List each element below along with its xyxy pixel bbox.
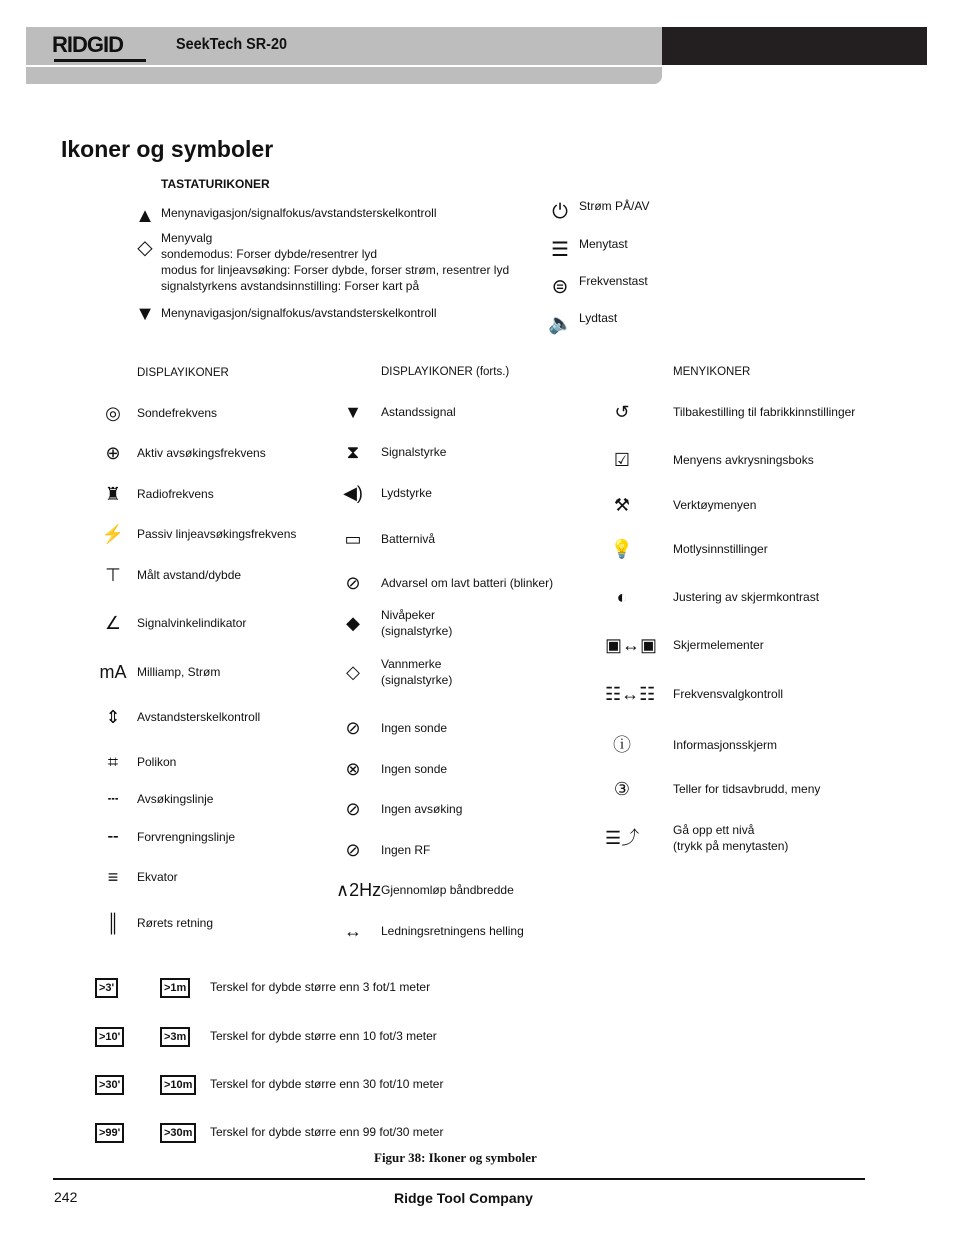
keypad-label: Frekvenstast: [579, 274, 648, 288]
radio-tower-icon: ♜: [104, 484, 122, 504]
threshold-label: Terskel for dybde større enn 3 fot/1 meter: [210, 980, 431, 994]
icon-label: Forvrengningslinje: [137, 830, 236, 844]
company-name: Ridge Tool Company: [394, 1190, 533, 1206]
icon-label: Astandssignal: [381, 405, 456, 419]
icon-label: Sondefrekvens: [137, 406, 218, 420]
icon-label: Menyens avkrysningsboks: [673, 453, 814, 467]
milliamp-icon: mA: [99, 662, 127, 682]
threshold-meter-icon: >3m: [160, 1027, 190, 1047]
polycon-icon: ⌗: [107, 752, 119, 772]
icon-label: Frekvensvalgkontroll: [673, 687, 784, 701]
icon-label: (trykk på menytasten): [673, 839, 789, 853]
signal-strength-icon: ⧗: [346, 442, 360, 462]
icon-label: Gjennomløp båndbredde: [381, 883, 514, 897]
no-rf-icon: ⊘: [345, 840, 361, 860]
icon-label: Lydstyrke: [381, 486, 432, 500]
screen-elements-icon: ▣↔▣: [605, 635, 658, 655]
ridgid-logo: RIDGID: [52, 32, 123, 57]
checkbox-icon: ☑: [613, 450, 631, 470]
threshold-feet-icon: >10': [95, 1027, 124, 1047]
icon-label: Ingen sonde: [381, 762, 448, 776]
frequency-icon: ⊜: [551, 276, 569, 298]
threshold-meter-icon: >30m: [160, 1123, 196, 1143]
equator-icon: ≡: [107, 867, 119, 887]
icon-label: (signalstyrke): [381, 624, 453, 638]
threshold-label: Terskel for dybde større enn 99 fot/30 meter: [210, 1125, 444, 1139]
passive-line-icon: ⚡: [101, 524, 125, 544]
battery-icon: ▭: [344, 529, 362, 549]
select-diamond-icon: ◇: [137, 237, 153, 259]
icon-label: Batternivå: [381, 532, 436, 546]
icon-label: Vannmerke: [381, 657, 442, 671]
menu-icon: ☰: [551, 239, 569, 261]
icon-label: Ingen RF: [381, 843, 431, 857]
keypad-label: signalstyrkens avstandsinnstilling: Forser kart på: [161, 279, 420, 293]
no-trace-icon: ⊘: [345, 799, 361, 819]
icon-label: Polikon: [137, 755, 177, 769]
icon-label: (signalstyrke): [381, 673, 453, 687]
bulb-icon: 💡: [610, 539, 634, 559]
icon-label: Nivåpeker: [381, 608, 436, 622]
info-icon: ⓘ: [613, 735, 631, 755]
icon-label: Verktøymenyen: [673, 498, 757, 512]
icon-label: Ingen sonde: [381, 721, 448, 735]
icon-label: Advarsel om lavt batteri (blinker): [381, 576, 554, 590]
watermark-icon: ◇: [346, 662, 360, 682]
keypad-heading: TASTATURIKONER: [161, 177, 270, 191]
icon-label: Radiofrekvens: [137, 487, 214, 501]
page-title: Ikoner og symboler: [61, 136, 274, 162]
depth-icon: ⊤: [105, 565, 121, 585]
icon-label: Målt avstand/dybde: [137, 568, 242, 582]
icon-label: Signalstyrke: [381, 445, 447, 459]
display-heading: DISPLAYIKONER: [137, 367, 229, 379]
speaker-icon: 🔈: [548, 313, 573, 335]
active-frequency-icon: ⊕: [105, 443, 121, 463]
keypad-label: sondemodus: Forser dybde/resentrer lyd: [161, 247, 378, 261]
page-number: 242: [54, 1189, 78, 1205]
icon-label: Rørets retning: [137, 916, 214, 930]
icon-label: Teller for tidsavbrudd, meny: [673, 782, 821, 796]
icon-label: Motlysinnstillinger: [673, 542, 768, 556]
distance-threshold-icon: ⇕: [105, 707, 121, 727]
level-up-icon: ☰⤴: [605, 828, 640, 848]
icon-label: Informasjonsskjerm: [673, 738, 778, 752]
threshold-meter-icon: >10m: [160, 1075, 196, 1095]
icon-label: Ledningsretningens helling: [381, 924, 524, 938]
bandwidth-icon: ∧2Hz: [336, 880, 382, 900]
figure-caption: Figur 38: Ikoner og symboler: [374, 1150, 537, 1165]
threshold-feet-icon: >99': [95, 1123, 124, 1143]
icon-label: Aktiv avsøkingsfrekvens: [137, 446, 266, 460]
no-sonde-icon: ⊘: [345, 718, 361, 738]
icon-label: Tilbakestilling til fabrikkinnstillinger: [673, 405, 856, 419]
low-battery-icon: ⊘: [345, 573, 361, 593]
threshold-feet-icon: >3': [95, 978, 118, 998]
footer-rule: [53, 1178, 865, 1180]
arrow-up-icon: ▲: [135, 205, 155, 227]
keypad-label: Menynavigasjon/signalfokus/avstandsterskelkontroll: [161, 206, 437, 220]
keypad-label: Menyvalg: [161, 231, 213, 245]
product-name: SeekTech SR-20: [176, 36, 287, 53]
threshold-feet-icon: >30': [95, 1075, 124, 1095]
icon-label: Avstandsterskelkontroll: [137, 710, 261, 724]
factory-reset-icon: ↺: [614, 402, 630, 422]
signal-angle-icon: ∠: [104, 613, 122, 633]
icon-label: Skjermelementer: [673, 638, 764, 652]
threshold-meter-icon: >1m: [160, 978, 190, 998]
frequency-select-icon: ☷↔☷: [605, 684, 656, 704]
arrow-down-icon: ▼: [135, 303, 155, 325]
timeout-icon: ③: [613, 779, 631, 799]
distortion-line-icon: ╌: [107, 827, 119, 847]
logo-underline: [54, 59, 146, 62]
display2-heading: DISPLAYIKONER (forts.): [381, 366, 510, 378]
keypad-label: Menytast: [579, 237, 628, 251]
no-sonde-2-icon: ⊗: [345, 759, 361, 779]
tools-icon: ⚒: [613, 495, 631, 515]
keypad-label: Lydtast: [579, 311, 618, 325]
icon-label: Signalvinkelindikator: [137, 616, 247, 630]
trace-line-icon: ┄: [107, 789, 119, 809]
pipe-direction-icon: ║: [106, 913, 120, 933]
icon-label: Ekvator: [137, 870, 178, 884]
line-tilt-icon: ↔: [344, 921, 362, 941]
header-band-lower: [26, 67, 662, 84]
contrast-icon: ◐: [616, 587, 628, 607]
threshold-label: Terskel for dybde større enn 30 fot/10 meter: [210, 1077, 444, 1091]
icon-label: Ingen avsøking: [381, 802, 463, 816]
level-pointer-icon: ◆: [346, 613, 360, 633]
sonde-frequency-icon: ◎: [105, 403, 121, 423]
keypad-label: modus for linjeavsøking: Forser dybde, forser strøm, resentrer lyd: [161, 263, 510, 277]
keypad-label: Strøm PÅ/AV: [579, 199, 650, 213]
icon-label: Milliamp, Strøm: [137, 665, 221, 679]
threshold-label: Terskel for dybde større enn 10 fot/3 meter: [210, 1029, 437, 1043]
icon-label: Avsøkingslinje: [137, 792, 214, 806]
icon-label: Gå opp ett nivå: [673, 823, 755, 837]
power-icon: ⏻: [552, 201, 568, 223]
menu-heading: MENYIKONER: [673, 366, 751, 378]
keypad-label: Menynavigasjon/signalfokus/avstandsterskelkontroll: [161, 306, 437, 320]
icon-label: Passiv linjeavsøkingsfrekvens: [137, 527, 297, 541]
proximity-icon: ▼: [344, 402, 362, 422]
icon-label: Justering av skjermkontrast: [673, 590, 820, 604]
header-black-block: [662, 27, 927, 65]
volume-icon: ◀): [343, 483, 363, 503]
